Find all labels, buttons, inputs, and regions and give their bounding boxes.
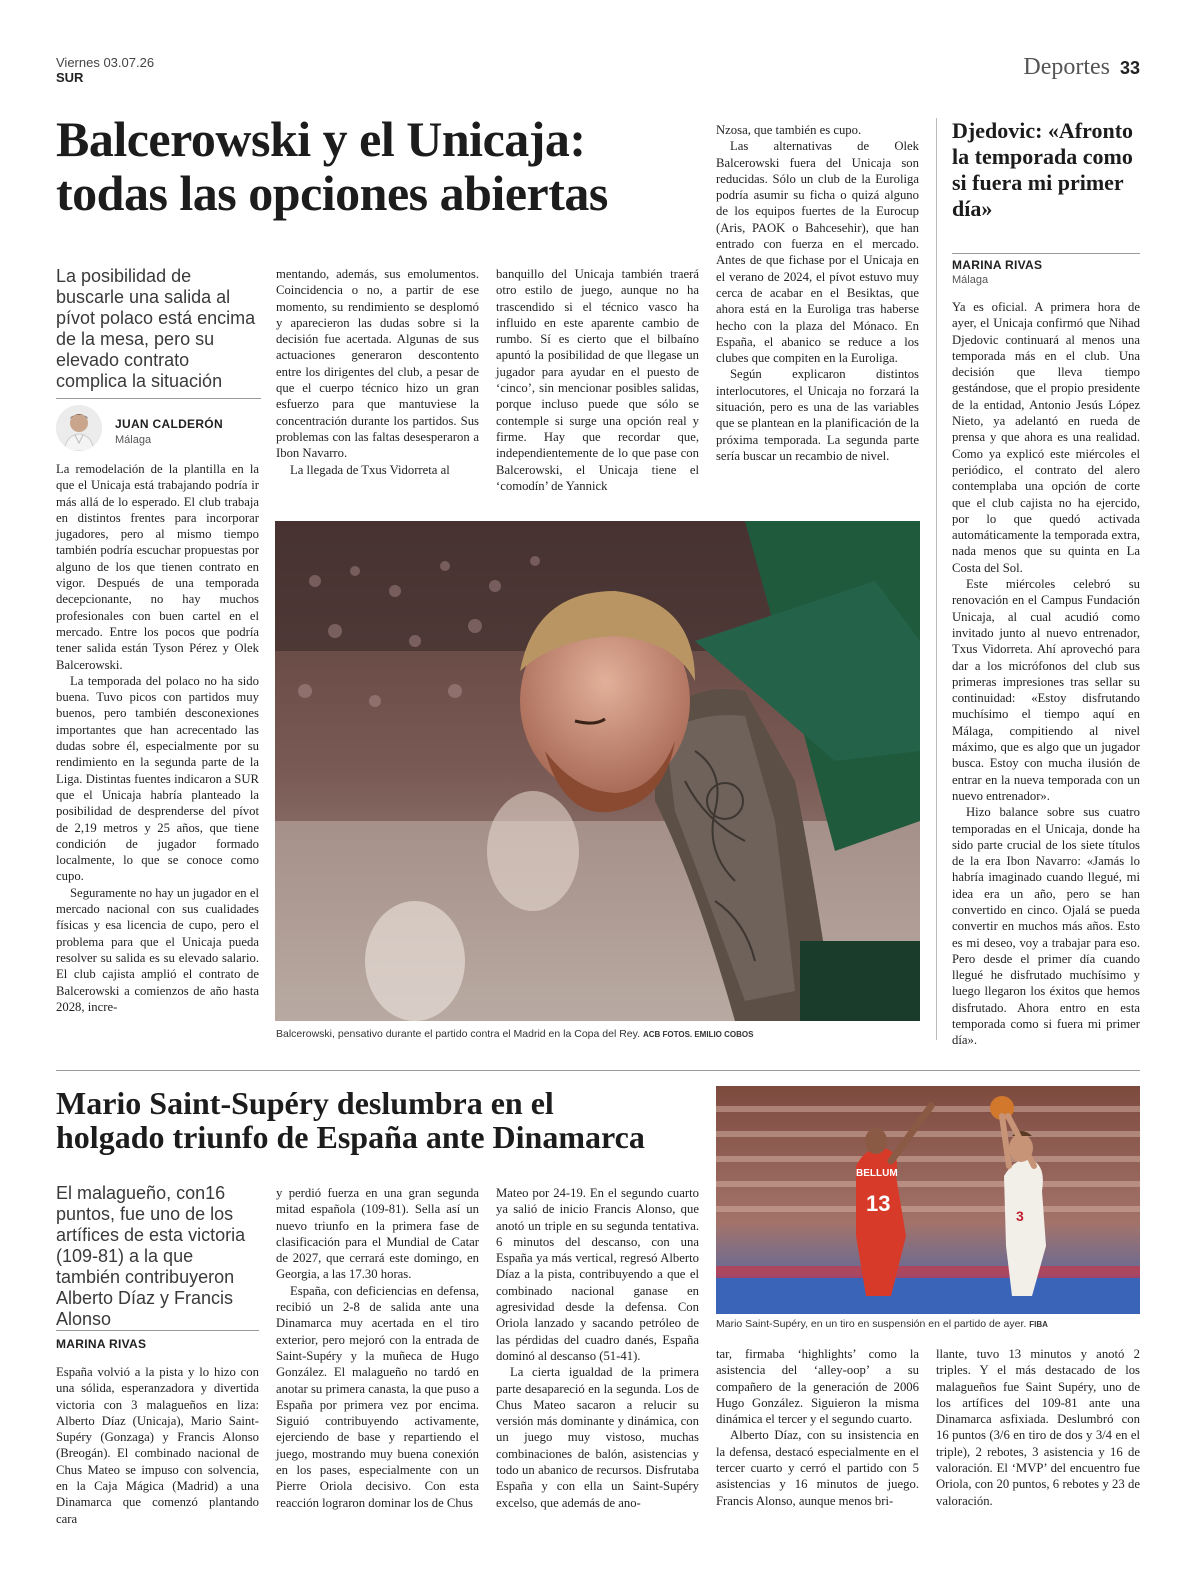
article1-headline-line2: todas las opciones abiertas [56,165,608,221]
page-number: 33 [1119,58,1140,78]
sidebar-body [952,299,1140,1049]
article1-deck: La posibilidad de buscarle una salida al pívot polaco está encima de la mesa, pero su elevado contrato complica la situación [56,266,256,391]
sidebar-author: MARINA RIVAS [952,258,1043,272]
paragraph: Alberto Díaz, con su insistencia en la defensa, destacó especialmente en el tercer cuarto y cerró el partido con 5 asistencias y 16 minutos de juego. Francis Alonso, aunque menos bri- [716,1428,919,1508]
paragraph: y perdió fuerza en una gran segunda mitad española (109-81). Sella así un nuevo triunfo en la primera fase de clasificación para el Mundial de Catar de 2027, que cerrará este domingo, en Georgia, a las 17.30 horas. [276,1186,479,1282]
paragraph: La llegada de Txus Vidorreta al [290,462,450,477]
article2-column-3 [496,1185,699,1511]
paragraph: Mateo por 24-19. En el segundo cuarto ya salió de inicio Francis Alonso, que anotó un triple en su segunda tentativa. 6 minutos del descanso, con una España ya más vertical, regresó Alberto Díaz a la pista, contribuyendo a que el combinado nacional ganase en agresividad desde la defensa. Con Oriola lanzado y sacando petróleo de las pérdidas del cuadro danés, España dominó al descanso (51-41). [496,1186,699,1363]
paragraph: mentando, además, sus emolumentos. Coincidencia o no, a partir de ese momento, su rendimiento se desplomó y aparecieron las dudas sobre si la decisión fue acertada. Algunas de sus actuaciones generaron descontento entre los dirigentes del club, a pesar de que el cuerpo técnico hizo un gran esfuerzo para que mantuviese la concentración durante los partidos. Sus problemas con las faltas desesperaron a Ibon Navarro. [276,267,479,461]
article2-column-1 [56,1364,259,1527]
article1-column-4 [716,122,919,464]
paragraph: Hizo balance sobre sus cuatro temporadas en el Unicaja, donde ha sido parte crucial de los siete títulos de la era Ibon Navarro: «Jamás lo habría imaginado cuando llegué, mi idea era un año, pero se han convertido en cinco. Ojalá se pueda convertir en muchos más años. Esto es mi deseo, voy a trabajar para eso. Pero desde el primer día cuando llegué he disfrutado muchísimo y luego llegaron los éxitos que hemos disfrutado. Ahora entro en esta temporada como si fuera mi primer día». [952,805,1140,1048]
paragraph: llante, tuvo 13 minutos y anotó 2 triples. Y el más destacado de los malagueños fue Saint Supéry, uno de los artífices del 109-81 ante una Dinamarca asfixiada. Deslumbró con 16 puntos (3/6 en tiro de dos y 3/4 en el triple), 2 rebotes, 3 asistencia y 16 de valoración. El ‘MVP’ del encuentro fue Oriola, con 20 puntos, 6 rebotes y 23 de valoración. [936,1347,1140,1508]
photo2-caption-text: Mario Saint-Supéry, en un tiro en suspensión en el partido de ayer. [716,1318,1027,1330]
paragraph: España volvió a la pista y lo hizo con una sólida, esperanzadora y divertida victoria con 3 malagueños en liza: Alberto Díaz (Unicaja), Mario Saint-Supéry (Gonzaga) y Francis Alonso (Breogán). El combinado nacional de Chus Mateo se impuso con solvencia, en la Caja Mágica (Madrid) a una Dinamarca que comenzó plantando cara [56,1365,259,1526]
photo2-credit: FIBA [1029,1320,1048,1329]
section-divider [56,1070,1140,1071]
article1-headline-line1: Balcerowski y el Unicaja: [56,111,586,167]
divider [56,1330,259,1331]
paragraph: La remodelación de la plantilla en la que el Unicaja está trabajando podría ir más allá de lo esperado. El club trabaja en distintos frentes para incorporar jugadores, pero al mismo tiempo también podría escuchar propuestas por alguno de los que tienen contrato en vigor. Después de una temporada decepcionante, no hay muchos profesionales con buen cartel en el mercado. Entre los pocos que podría tener salida están Tyson Pérez y Olek Balcerowski. [56,462,259,672]
paragraph: Seguramente no hay un jugador en el mercado nacional con sus cualidades físicas y esa licencia de cupo, pero el problema para que el Unicaja pueda resolver su salida es su elevado salario. El club cajista amplió el contrato de Balcerowski a comienzos de año hasta 2028, incre- [56,885,259,1014]
sidebar-location: Málaga [952,274,989,286]
saint-supery-photo [716,1086,1140,1314]
paragraph: La cierta igualdad de la primera parte desapareció en la segunda. Los de Chus Mateo sacaron a relucir su versión más dominante y dinámica, con un juego muy vistoso, muchas combinaciones de balón, asistencias y todo un abanico de recursos. Disfrutaba España y con ella un Saint-Supéry excelso, que además de ano- [496,1365,699,1510]
sidebar-headline: Djedovic: «Afronto la temporada como si fuera mi primer día» [952,118,1134,221]
article1-column-1 [56,461,259,1015]
photo2-caption [716,1318,1140,1330]
paragraph: Este miércoles celebró su renovación en el Campus Fundación Unicaja, al cual acudió como invitado junto al nuevo entrenador, Txus Vidorreta. Ahí aprovechó para dar a los micrófonos del club sus primeras impresiones tras sellar su continuidad: «Estoy disfrutando muchísimo el tiempo aquí en Málaga, compitiendo al nivel máximo, que es algo que un jugador busca. Estoy con mucha ilusión de entrar en la nueva temporada con un nuevo entrenador». [952,577,1140,803]
paragraph: Nzosa, que también es cupo. [716,123,862,137]
paragraph: Ya es oficial. A primera hora de ayer, el Unicaja confirmó que Nihad Djedovic continuará al menos una temporada más en el club. Una decisión que lleva tiempo gestándose, que el propio presidente de la entidad, Antonio Jesús López Nieto, ya adelantó en rueda de prensa y que ahora es una realidad. Como ya explicó este miércoles el periódico, el contrato del alero contemplaba una opción de corte que el club cajista no ha ejercido, por lo que quedó activada automáticamente la temporada extra, nada menos que su quinta en La Costa del Sol. [952,300,1140,575]
article2-headline [56,1086,696,1154]
balcerowski-photo [275,521,920,1021]
jersey-right-number: 3 [1016,1208,1024,1224]
photo1-caption [276,1028,921,1040]
paragraph: banquillo del Unicaja también traerá otro estilo de juego, aunque no ha trascendido si el técnico vasco ha influido en este aparente cambio de rumbo. Sí es cierto que el bilbaíno apuntó la posibilidad de que llegase un jugador para ayudar en el puesto de ‘cinco’, sin mencionar posibles salidas, porque incluso puede que sólo se contemple si surge una opción real y firme. Hay que recordar que, independientemente de lo que pase con Balcerowski, el Unicaja tiene el ‘comodín’ de Yannick [496,267,699,493]
issue-date: Viernes 03.07.26 [56,55,155,70]
photo1-credit: ACB FOTOS. EMILIO COBOS [642,1030,754,1039]
article2-deck: El malagueño, con16 puntos, fue uno de los artífices de esta victoria (109-81) a la que también contribuyeron Alberto Díaz y Francis Alonso [56,1183,246,1329]
article2-column-4 [716,1346,919,1509]
sidebar-divider [936,118,937,1040]
publication-name: SUR [56,70,84,85]
section-name: Deportes [1023,54,1110,80]
article2-column-5 [936,1346,1140,1509]
article2-column-2 [276,1185,479,1511]
jersey-left-number: 13 [866,1191,891,1216]
photo1-caption-text: Balcerowski, pensativo durante el partido contra el Madrid en la Copa del Rey. [276,1028,641,1040]
paragraph: Las alternativas de Olek Balcerowski fuera del Unicaja son reducidas. Sólo un club de la Euroliga podría asumir su ficha o quizá alguno de los equipos fuertes de la Eurocup (Aris, PAOK o Bahcesehir), que han entrado con fuerza en el mercado. Antes de que fichase por el Unicaja en el verano de 2024, el pívot estuvo muy cerca de acabar en el Besiktas, que ahora está en la Euroliga tras haberse hecho con la plaza del Mónaco. En España, el abanico se reduce a los clubes que compiten en la Euroliga. [716,139,919,366]
article2-author: MARINA RIVAS [56,1337,147,1351]
jersey-left-name: BELLUM [856,1168,898,1179]
paragraph: España, con deficiencias en defensa, recibió un 2-8 de salida ante una Dinamarca muy acertada en el tiro exterior, pero mejoró con la entrada de Saint-Supéry y la muñeca de Hugo González. El malagueño no tardó en anotar su primera canasta, la que puso a España por primera vez por encima. Siguió contribuyendo activamente, ejerciendo de base y repartiendo el juego, mostrando muy buena conexión en los pases, especialmente con un Pierre Oriola decisivo. Con esta reacción lograron dominar los de Chus [276,1283,479,1510]
article1-column-2 [276,266,479,478]
paragraph: Según explicaron distintos interlocutores, el Unicaja no forzará la situación, pero es una de las variables que se plantean en la planificación de la próxima temporada. La segunda parte sería buscar un recambio de nivel. [716,367,919,463]
article1-headline [56,112,696,220]
divider [56,398,261,399]
author-avatar [56,405,102,451]
article2-headline-line2: holgado triunfo de España ante Dinamarca [56,1119,645,1155]
article1-location: Málaga [115,434,152,446]
paragraph: La temporada del polaco no ha sido buena. Tuvo picos con partidos muy buenos, pero también desconexiones importantes que han acrecentado las dudas sobre él, especialmente por su rendimiento en la segunda parte de la Liga. Distintas fuentes indicaron a SUR que el Unicaja habría planteado la posibilidad de desprenderse del pívot de 2,19 metros y 25 años, que tiene condición de jugador formado localmente, lo que se conoce como cupo. [56,673,259,884]
divider [952,253,1140,254]
article1-column-3 [496,266,699,494]
article1-author: JUAN CALDERÓN [115,417,223,431]
paragraph: tar, firmaba ‘highlights’ como la asistencia del ‘alley-oop’ a su compañero de la generación de 2006 Hugo González. Siguieron la misma dinámica el tercer y el segundo cuarto. [716,1347,919,1427]
article2-headline-line1: Mario Saint-Supéry deslumbra en el [56,1085,554,1121]
